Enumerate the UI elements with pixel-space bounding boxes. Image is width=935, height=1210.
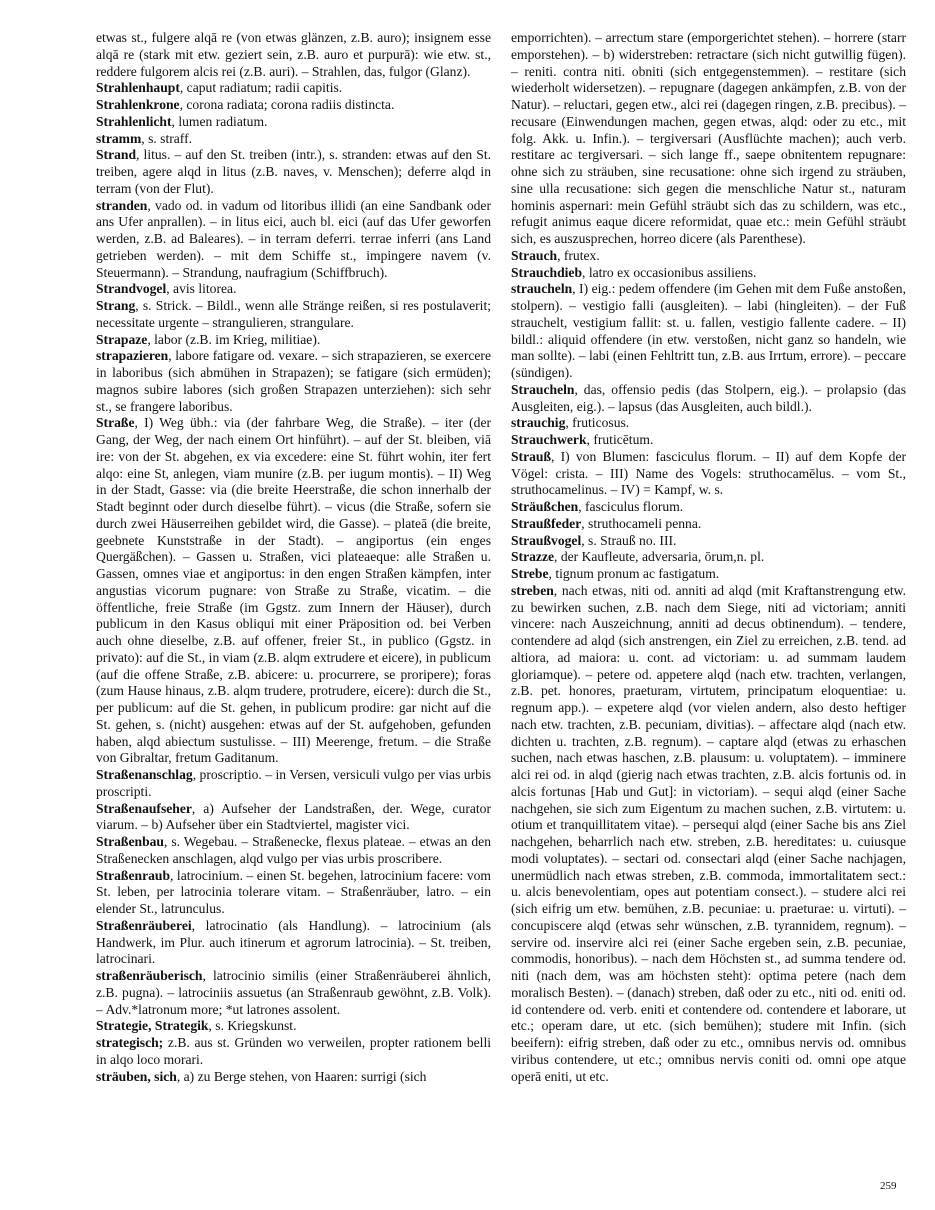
entry-definition: , a) Aufseher der Landstraßen, der. Wege, curator viarum. – b) Aufseher über ein Stadtviertel, magister vici. <box>96 800 491 833</box>
entry-headword: Strauch <box>511 247 558 263</box>
dictionary-entry <box>511 248 906 265</box>
dictionary-entry <box>96 298 491 332</box>
entry-definition: , I) von Blumen: fasciculus florum. – II) auf dem Kopfe der Vögel: crista. – III) Name des Vogels: struthocamēlus. – vom St., struthocamelinus. – IV) = Kampf, w. s. <box>511 448 906 498</box>
entry-headword: Strazze <box>511 549 555 565</box>
entry-headword: Strahlenkrone <box>96 97 180 112</box>
entry-definition: etwas st., fulgere alqā re (von etwas glänzen, z.B. auro); insignem esse alqā re (stark mit etw. geziert sein, z.B. auro et purpurā): wie etw. st., reddere fulgorem alcis rei (z.B. auri). – Strahlen, das, fulgor (Glanz). <box>96 30 491 79</box>
entry-definition: , der Kaufleute, adversaria, ōrum,n. pl. <box>554 549 765 565</box>
dictionary-entry <box>96 332 491 349</box>
entry-headword: strategisch; <box>96 1035 164 1050</box>
entry-definition: , s. Wegebau. – Straßenecke, flexus plateae. – etwas an den Straßenecken anschlagen, alqd vulgo per vias urbis proscribere. <box>96 834 491 866</box>
entry-headword: Strategie, Strategik <box>96 1018 209 1034</box>
dictionary-entry <box>96 868 491 918</box>
entry-headword: Straße <box>96 415 135 431</box>
entry-definition: , fruticētum. <box>586 432 654 447</box>
entry-definition: , proscriptio. – in Versen, versiculi vulgo per vias urbis proscripti. <box>96 767 491 799</box>
dictionary-entry <box>511 583 906 1086</box>
entry-headword: Straßenbau <box>96 834 164 849</box>
entry-definition: , lumen radiatum. <box>171 113 268 129</box>
entry-definition: , latrocinio similis (einer Straßenräuberei ähnlich, z.B. pugna). – latrociniis assuetus (an Straßenraub gewöhnt, z.B. Volk). – Adv.*latronum more; *ut latrones assolent. <box>96 968 491 1017</box>
entry-headword: Strang <box>96 298 136 313</box>
dictionary-entry <box>96 834 491 868</box>
dictionary-entry <box>96 198 491 282</box>
entry-headword: Strauchwerk <box>511 432 587 447</box>
entry-headword: strauchig <box>511 415 566 431</box>
entry-definition: , tignum pronum ac fastigatum. <box>548 566 720 581</box>
entry-headword: Straußvogel <box>511 532 582 548</box>
entry-definition: , nach etwas, niti od. anniti ad alqd (mit Kraftanstrengung etw. zu bewirken suchen, z.B. nach dem Siege, niti ad victoriam; anniti vincere: nach Auszeichnung, anniti ad decus obtinendum). – tendere, contendere ad alqd (sich anstrengen, ein Ziel zu erreichen, z.B. tend. ad altiora, ad maiora: u. cont. ad victoriam: u. ad summam laudem gloriamque). – petere od. appetere alqd (nach etw. trachten, verlangen, z.B. pet. honores, praeturam, virtutem, principatum eloquentiae: u. regnum app.). – expetere alqd (vor vielen andern, also desto heftiger nach etw. trachten, z.B. pecuniam, divitias). – affectare alqd (nach etw. dichten u. trachten, z.B. regnum). – captare alqd (etwas zu erhaschen suchen, nach etwas haschen, z.B. plausum: u. voluptatem). – imminere alci rei od. in alqd (gierig nach etwas trachten, z.B. alcis fortunis od. in alcis fortunas [Hab und Gut]: in victoriam). – sequi alqd (einer Sache nachgehen, sie sich zum Eigentum zu machen suchen, z.B. virtutem: u. otium et tranquillitatem vitae). – persequi alqd (einer Sache bis ans Ziel nachgehen, beharrlich nach etw. streben, z.B. hereditates: u. cuiusque modi voluptates). – sectari od. consectari alqd (einer Sache nachjagen, unermüdlich nach etwas streben, z.B. commoda, immortalitatem sect.: u. alcis benevolentiam, opes aut potentiam consect.). – studere alci rei (sich eifrig um etw. bemühen, z.B. pecuniae: u. praeturae: u. virtuti). – concupiscere alqd (etwas sehr wünschen, z.B. tyrannidem, regnum). – servire od. inservire alci rei (einer Sache ergeben sein, z.B. pecuniae, commodis, honoribus). – nach dem Höchsten st., ad summa tendere od. niti (nach dem, was am höchsten steht): optima petere (nach dem moralisch Besten). – (danach) streben, daß oder zu etc., niti od. eniti od. id contendere od. verb. eniti et contendere od. contendere et laborare, ut etc.; operam dare, ut etc. (sich bemühen); studere mit Infin. (sich beeifern): eifrig streben, daß oder zu etc., omnibus nervis od. omnibus viribus contendere, ut etc.; omnibus nervis coniti od. omni ope atque operā eniti, ut etc. <box>511 582 906 1084</box>
dictionary-entry <box>511 533 906 550</box>
dictionary-entry <box>511 449 906 499</box>
entry-definition: , s. straff. <box>141 130 193 146</box>
entry-definition: , corona radiata; corona radiis distincta. <box>179 97 395 112</box>
entry-headword: Strahlenlicht <box>96 113 172 129</box>
entry-definition: , latrocinium. – einen St. begehen, latrocinium facere: vom St. leben, per latrocinia tolerare vitam. – Straßenräuber, latro. – ein elender St., latrunculus. <box>96 867 491 916</box>
entry-definition: , labor (z.B. im Krieg, militiae). <box>147 331 321 347</box>
dictionary-entry <box>96 147 491 197</box>
entry-definition: , s. Strauß no. III. <box>581 532 677 548</box>
entry-definition: , avis litorea. <box>166 281 237 297</box>
entry-headword: Strebe <box>511 566 549 581</box>
entry-headword: Strapaze <box>96 331 148 347</box>
entry-definition: , I) eig.: pedem offendere (im Gehen mit dem Fuße anstoßen, stolpern). – vestigio falli (ausgleiten). – labi (hingleiten). – der Fuß strauchelt, vestigium fallit: st. u. fallen, vestigio fallente cadere. – II) bildl.: aliquid offendere (in etw. verstoßen, nicht ganz so handeln, wie man sollte). – labi (einen Fehltritt tun, z.B. aus Irrtum, errore). – peccare (sündigen). <box>511 281 906 380</box>
dictionary-entry <box>96 767 491 801</box>
dictionary-entry <box>96 97 491 114</box>
entry-definition: z.B. aus st. Gründen wo verweilen, propter rationem belli in alqo loco morari. <box>96 1035 491 1067</box>
entry-headword: Straßenräuberei <box>96 917 192 933</box>
entry-headword: Straußfeder <box>511 515 582 531</box>
entry-headword: streben <box>511 582 554 598</box>
dictionary-entry <box>96 30 491 80</box>
entry-headword: Straucheln <box>511 381 575 397</box>
entry-headword: Strahlenhaupt <box>96 80 180 96</box>
entry-definition: , frutex. <box>557 247 600 263</box>
dictionary-entry <box>511 281 906 382</box>
dictionary-entry <box>511 30 906 248</box>
entry-definition: , latrocinatio (als Handlung). – latrocinium (als Handwerk, im Plur. auch itinerum et agrorum latrocinia). – St. treiben, latrocinari. <box>96 917 491 967</box>
entry-definition: , struthocameli penna. <box>581 515 702 531</box>
dictionary-entry <box>511 415 906 432</box>
dictionary-entry <box>511 516 906 533</box>
entry-definition: , caput radiatum; radii capitis. <box>179 80 343 96</box>
dictionary-entry <box>511 566 906 583</box>
dictionary-entry <box>96 968 491 1018</box>
left-column <box>96 30 491 1085</box>
entry-definition: , fruticosus. <box>565 415 630 431</box>
entry-definition: , litus. – auf den St. treiben (intr.), s. stranden: etwas auf den St. treiben, agere alqd in litus (z.B. naves, v. Menschen); deferre alqd in terram (von der Flut). <box>96 147 491 196</box>
dictionary-entry <box>96 281 491 298</box>
dictionary-entry <box>511 499 906 516</box>
entry-headword: Strauchdieb <box>511 264 583 280</box>
dictionary-entry <box>96 80 491 97</box>
entry-headword: sträuben, sich <box>96 1068 177 1084</box>
entry-headword: straßenräuberisch <box>96 968 203 983</box>
entry-definition: , s. Kriegskunst. <box>208 1018 297 1034</box>
entry-definition: , vado od. in vadum od litoribus illidi (an eine Sandbank oder ans Ufer anprallen). – in litus eici, auch bl. eici (auf das Ufer geworfen werden, z.B. ad Baleares). – in terram deferri. terrae inferri (ans Land getrieben werden). – mit dem Schiffe st., impingere navem (v. Steuermann). – Strandung, naufragium (Schiffbruch). <box>96 197 491 280</box>
dictionary-entry <box>511 265 906 282</box>
entry-headword: Straßenaufseher <box>96 800 192 816</box>
entry-headword: Strauß <box>511 448 552 464</box>
entry-definition: , das, offensio pedis (das Stolpern, eig.). – prolapsio (das Ausgleiten, eig.). – lapsus (das Ausgleiten, auch bildl.). <box>511 381 906 414</box>
dictionary-entry <box>96 1035 491 1069</box>
entry-headword: straucheln <box>511 281 573 297</box>
entry-definition: , latro ex occasionibus assiliens. <box>582 264 757 280</box>
dictionary-entry <box>96 918 491 968</box>
right-column <box>511 30 906 1085</box>
entry-definition: , I) Weg übh.: via (der fahrbare Weg, die Straße). – iter (der Gang, der Weg, der nach einem Ort hinführt). – auf der St. bleiben, viā ire: von der St. abgehen, ex via excedere: eine St. führt wohin, iter fert alqo: eine St, anlegen, viam munire (z.B. per iugum montis). – II) Weg in der Stadt, Gasse: via (die breite Heerstraße, die schon innerhalb der Stadt beginnt oder durch dieselbe führt). – vicus (die Straße, sofern sie durch zwei Häuserreihen gebildet wird, die Gasse). – plateā (die breite, geebnete Kunststraße in der Stadt). – angiportus (ein enges Quergäßchen). – Gassen u. Straßen, vici plateaeque: alle Straßen u. Gassen, omnes viae et angiportus: in den engen Straßen kämpfen, inter angustias vicorum pugnare: von Straße zu Straße, vicatim. – die öffentliche, freie Straße (im Ggstz. zum Innern der Häuser), durch publicum in den Kasus obliqui mit einer Präposition od. bei Verben auch ohne dieselbe, z.B. auf offener, freier St., in publico (Ggstz. in privato): auf die St., in viam (z.B. alqm extrudere et eicere), in publicum (auf die offene Straße, z.B. abicere: u. procurrere, se proripere); foras (zum Hause hinaus, z.B. alqm trudere, protrudere, eicere): durch die St., per publicum: auf die St. gehen, in publicum prodire: gar nicht auf die St. gehen, s. (nicht) ausgehen: etwas auf der St. aufgehoben, gefunden haben, alqd abiectum sustulisse. – III) Meerenge, fretum. – die Straße von Gibraltar, fretum Gaditanum. <box>96 415 491 766</box>
dictionary-entry <box>96 415 491 767</box>
entry-definition: , s. Strick. – Bildl., wenn alle Stränge reißen, si res postulaverit; necessitate urgente – strangulieren, strangulare. <box>96 298 491 330</box>
entry-definition: , fasciculus florum. <box>578 499 684 514</box>
dictionary-entry <box>96 1018 491 1035</box>
entry-headword: Strand <box>96 147 137 163</box>
entry-headword: strapazieren <box>96 348 169 364</box>
dictionary-entry <box>96 131 491 148</box>
entry-headword: Sträußchen <box>511 499 579 514</box>
entry-headword: Straßenanschlag <box>96 767 193 782</box>
entry-definition: , a) zu Berge stehen, von Haaren: surrigi (sich <box>176 1068 427 1084</box>
dictionary-entry <box>511 382 906 416</box>
page-number: 259 <box>880 1180 897 1192</box>
entry-headword: stramm <box>96 130 142 146</box>
dictionary-entry <box>96 1069 491 1086</box>
dictionary-entry <box>511 432 906 449</box>
dictionary-entry <box>96 801 491 835</box>
entry-headword: Straßenraub <box>96 867 171 883</box>
entry-definition: , labore fatigare od. vexare. – sich strapazieren, se exercere in laboribus (sich abmühen in Strapazen); se fatigare (sich ermüden); magnos subire labores (sich großen Strapazen unterziehen): sich sehr st., se frangere laboribus. <box>96 348 491 414</box>
dictionary-entry <box>96 114 491 131</box>
dictionary-entry <box>96 348 491 415</box>
dictionary-entry <box>511 549 906 566</box>
entry-headword: Strandvogel <box>96 281 167 297</box>
entry-headword: stranden <box>96 197 148 213</box>
entry-definition: emporrichten). – arrectum stare (emporgerichtet stehen). – horrere (starr emporstehen). – b) widerstreben: retractare (sich nicht gutwillig fügen). – reniti. contra niti. obniti (sich entgegenstemmen). – restitare (sich wiederholt widersetzen). – repugnare (dagegen ankämpfen, z.B. von der Natur). – reluctari, gegen etw., alci rei (dagegen ringen, z.B. precibus). – recusare (Einwendungen machen, gegen etwas, alqd: oder zu etc., mit folg. Akk. u. Infin.). – tergiversari (Ausflüchte machen); auch verb. restitare ac tergiversari. – sich lange ff., saepe obnitentem repugnare: ohne sich zu sträuben, sine recusatione: ohne sich irgend zu sträuben, sine ulla recusatione: sich gegen die menschliche Natur st., naturam hominis aspernari: mein Gefühl sträubt sich das zu schildern, was etc., refugit animus eaque dicere reformidat, quae etc.: mein Gefühl sträubt sich, es auszusprechen, horreo dicere (als Parenthese). <box>511 30 906 246</box>
